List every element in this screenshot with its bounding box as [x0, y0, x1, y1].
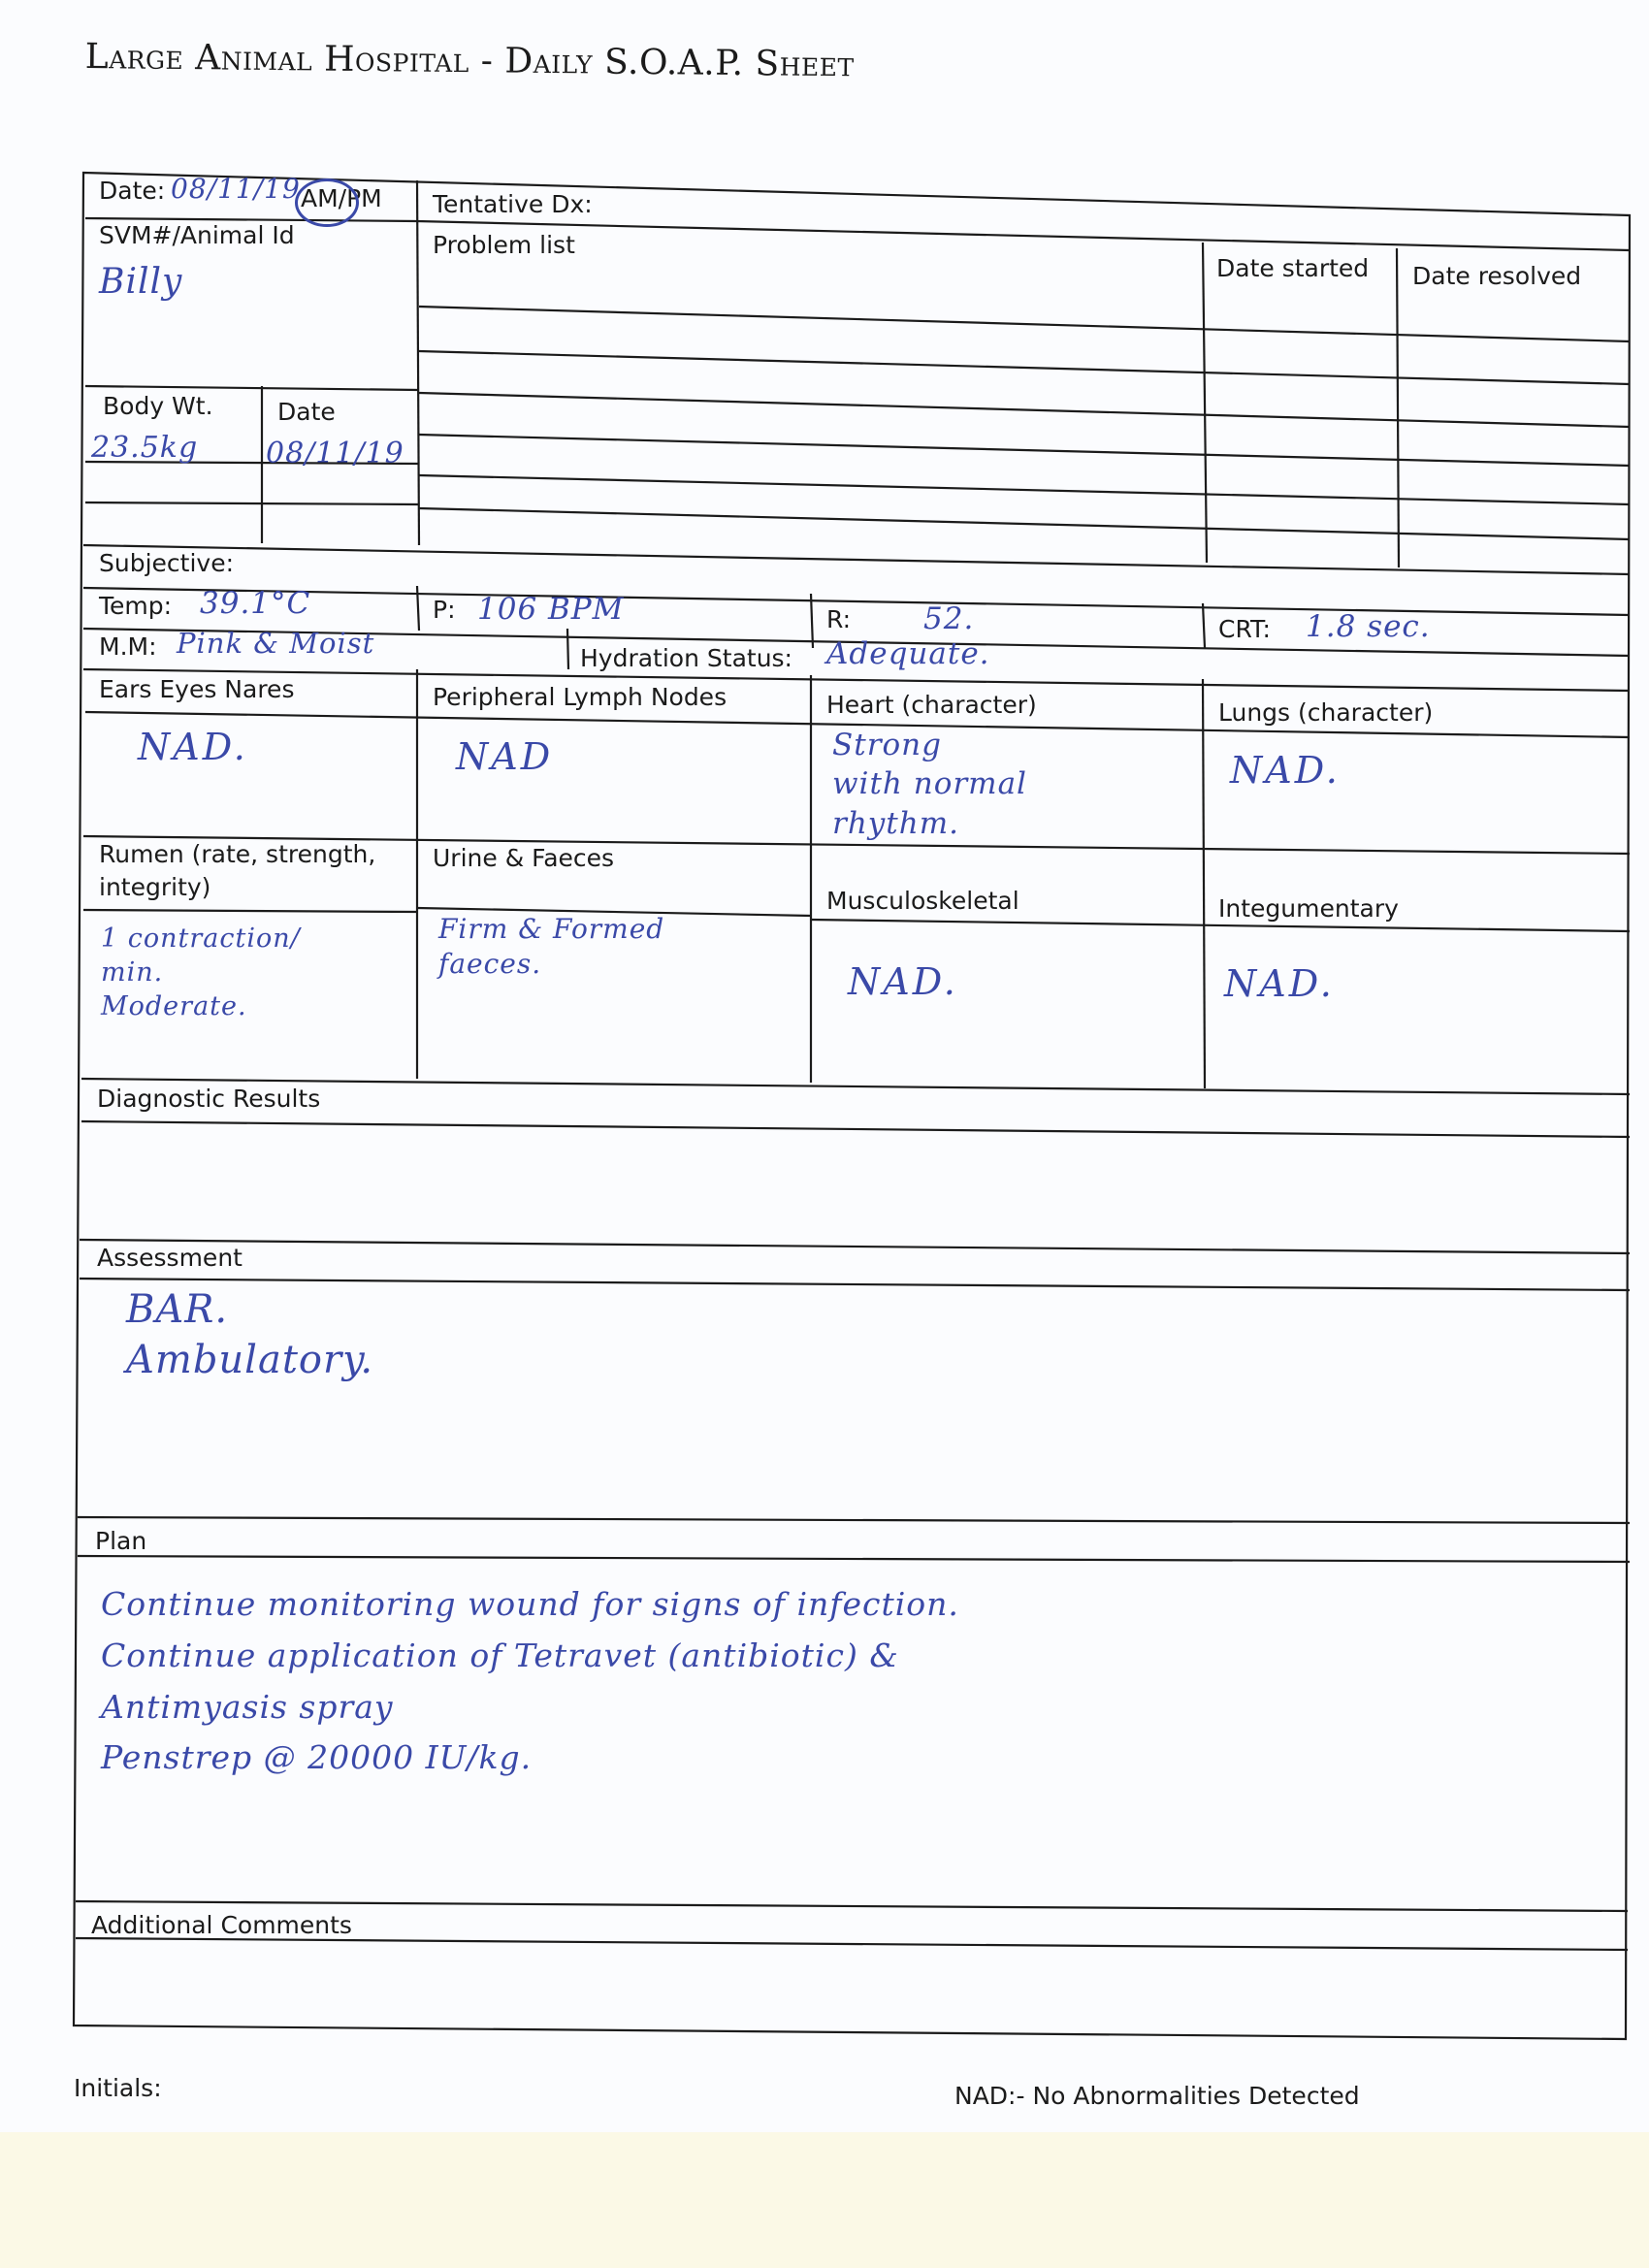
date-label: Date:	[99, 177, 166, 205]
weight-date-label: Date	[277, 398, 336, 426]
pulse-value: 106 BPM	[477, 592, 625, 627]
crt-value: 1.8 sec.	[1306, 609, 1431, 644]
subjective-label: Subjective:	[99, 549, 235, 577]
rumen-value: 1 contraction/ min. Moderate.	[101, 923, 301, 1022]
hydration-label: Hydration Status:	[580, 644, 792, 672]
form-title: Large Animal Hospital - Daily S.O.A.P. Sheet	[84, 37, 855, 85]
nad-legend: NAD:- No Abnormalities Detected	[954, 2082, 1360, 2110]
resp-label: R:	[826, 605, 852, 633]
musculoskeletal-label: Musculoskeletal	[826, 887, 1019, 915]
rumen-label: Rumen (rate, strength, integrity)	[99, 840, 376, 901]
assessment-value: BAR. Ambulatory.	[126, 1287, 374, 1382]
integumentary-value: NAD.	[1224, 962, 1335, 1005]
animal-id-value: Billy	[99, 262, 183, 302]
date-resolved-label: Date resolved	[1412, 262, 1582, 290]
am-pm-label: AM/PM	[301, 184, 382, 212]
assessment-label: Assessment	[97, 1244, 242, 1272]
lymph-nodes-label: Peripheral Lymph Nodes	[433, 683, 728, 711]
body-wt-label: Body Wt.	[103, 392, 213, 420]
pm-circle-mark	[295, 178, 359, 227]
pulse-label: P:	[433, 596, 456, 624]
integumentary-label: Integumentary	[1218, 894, 1399, 923]
initials-label: Initials:	[74, 2074, 162, 2102]
heart-label: Heart (character)	[826, 691, 1037, 719]
urine-faeces-value: Firm & Formed faeces.	[438, 913, 665, 981]
resp-value: 52.	[923, 601, 975, 636]
date-value: 08/11/19	[171, 173, 301, 205]
ears-eyes-nares-value: NAD.	[138, 726, 248, 768]
svm-animal-id-label: SVM#/Animal Id	[99, 221, 295, 249]
urine-faeces-label: Urine & Faeces	[433, 844, 615, 872]
body-wt-value: 23.5kg	[91, 431, 199, 465]
mm-label: M.M:	[99, 632, 157, 661]
temp-label: Temp:	[99, 592, 173, 620]
diagnostic-results-label: Diagnostic Results	[97, 1085, 321, 1113]
mm-value: Pink & Moist	[177, 627, 375, 660]
problem-list-label: Problem list	[433, 231, 575, 259]
lymph-nodes-value: NAD	[456, 735, 554, 778]
weight-date-value: 08/11/19	[266, 437, 404, 470]
additional-comments-label: Additional Comments	[91, 1911, 352, 1939]
date-started-label: Date started	[1216, 254, 1370, 282]
heart-value: Strong with normal rhythm.	[832, 728, 1027, 841]
crt-label: CRT:	[1218, 615, 1271, 643]
lungs-label: Lungs (character)	[1218, 698, 1434, 727]
musculoskeletal-value: NAD.	[848, 960, 958, 1003]
plan-label: Plan	[95, 1527, 147, 1555]
lungs-value: NAD.	[1230, 749, 1341, 792]
ears-eyes-nares-label: Ears Eyes Nares	[99, 675, 295, 703]
tentative-dx-label: Tentative Dx:	[433, 190, 593, 218]
plan-value: Continue monitoring wound for signs of infection. Continue application of Tetravet (antibiotic) & Antimyasis spray Penstrep @ 20000 IU/kg.	[101, 1585, 959, 1777]
temp-value: 39.1°C	[200, 586, 311, 621]
hydration-value: Adequate.	[826, 636, 990, 671]
